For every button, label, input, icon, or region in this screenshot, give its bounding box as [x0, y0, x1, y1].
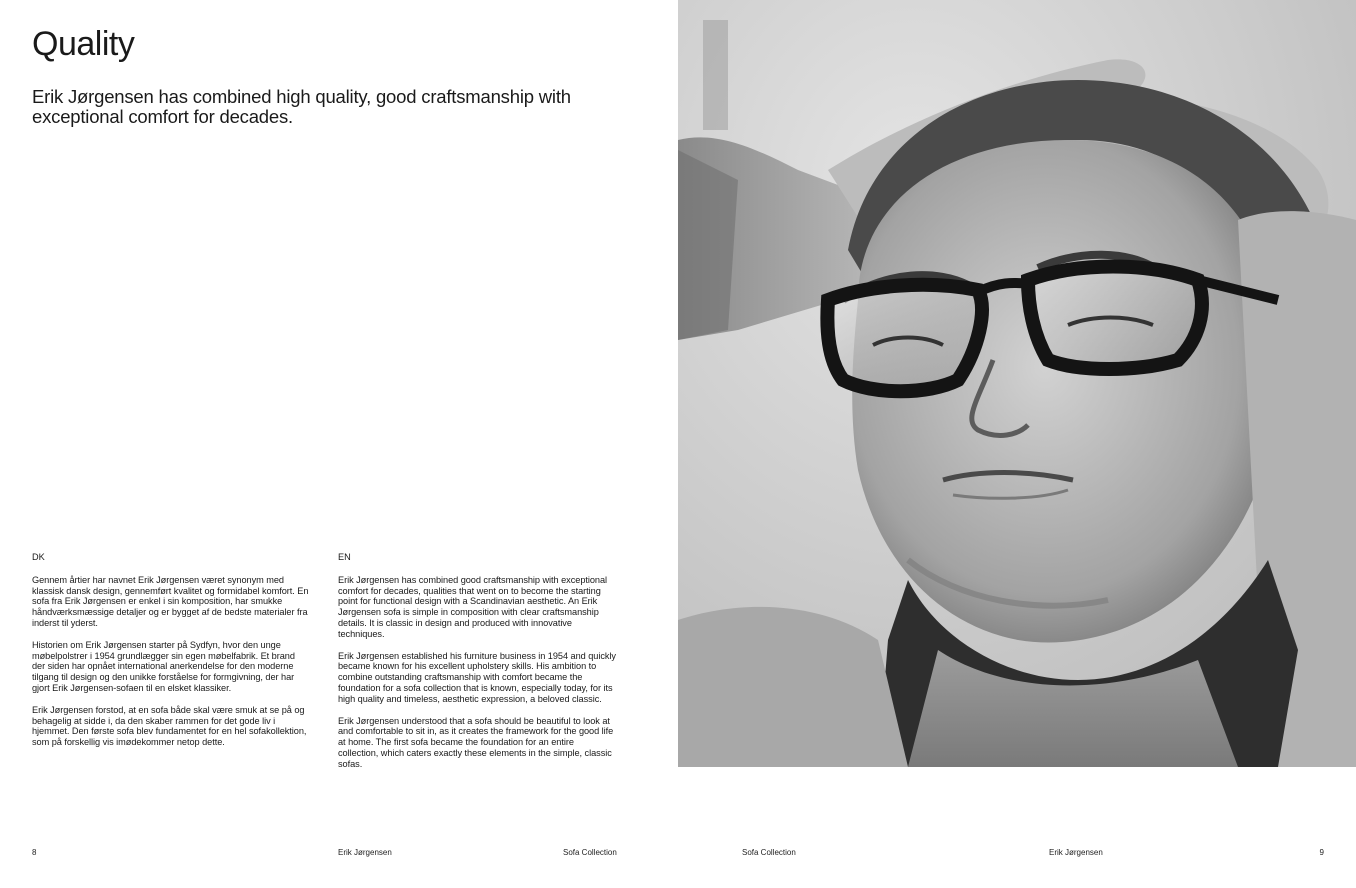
dk-paragraph: Erik Jørgensen forstod, at en sofa både skal være smuk at se på og behagelig at sidde i, da den skaber rammen for det gode liv i hjemmet. Den første sofa blev fundamentet for en hel sofakollektion, som på forskellig vis imødekommer netop dette.	[32, 704, 307, 748]
dk-paragraph: Historien om Erik Jørgensen starter på Sydfyn, hvor den unge møbelpolstrer i 1954 grundlægger sin egen møbelfabrik. Et brand der siden har opnået international anerkendelse for den moderne tilgang til design og den unikke forståelse for formgivning, der har gjort Erik Jørgensen-sofaen til en elsket klassiker.	[32, 639, 295, 693]
en-paragraph: Erik Jørgensen established his furniture business in 1954 and quickly became known for his excellent upholstery skills. His ambition to combine outstanding craftsmanship with comfort became the foundation for a sofa collection that is known, especially today, for its high quality and timeless, aesthetic expression, a beloved classic.	[338, 650, 616, 704]
lead-paragraph: Erik Jørgensen has combined high quality, good craftsmanship with exceptional comfort for decades.	[32, 86, 571, 128]
footer-brand-left: Erik Jørgensen	[338, 848, 392, 857]
language-label-dk: DK	[32, 552, 45, 562]
footer-brand-right: Erik Jørgensen	[1049, 848, 1103, 857]
footer-collection-right: Sofa Collection	[742, 848, 796, 857]
portrait-photo	[678, 0, 1356, 767]
english-text-column	[338, 552, 616, 781]
en-paragraph: Erik Jørgensen understood that a sofa should be beautiful to look at and comfortable to sit in, as it creates the framework for the good life at home. The first sofa became the foundation for an entire collection, which caters exactly these elements in the simple, classic sofas.	[338, 715, 614, 769]
language-label-en: EN	[338, 552, 351, 562]
dk-paragraph: Gennem årtier har navnet Erik Jørgensen været synonym med klassisk dansk design, gennemført kvalitet og formidabel komfort. En sofa fra Erik Jørgensen er enkel i sin komposition, har smukke håndværksmæssige detaljer og er bygget af de bedste materialer fra inderst til yderst.	[32, 574, 309, 628]
page-number-right: 9	[1319, 848, 1324, 857]
page-number-left: 8	[32, 848, 37, 857]
en-paragraph: Erik Jørgensen has combined good craftsmanship with exceptional comfort for decades, qualities that went on to become the starting point for functional design with a Scandinavian aesthetic. An Erik Jørgensen sofa is simple in composition with clear craftsmanship details. It is classic in design and produced with innovative techniques.	[338, 574, 608, 639]
footer-collection-left: Sofa Collection	[563, 848, 617, 857]
page-title: Quality	[32, 25, 135, 63]
danish-text-column	[32, 552, 310, 759]
